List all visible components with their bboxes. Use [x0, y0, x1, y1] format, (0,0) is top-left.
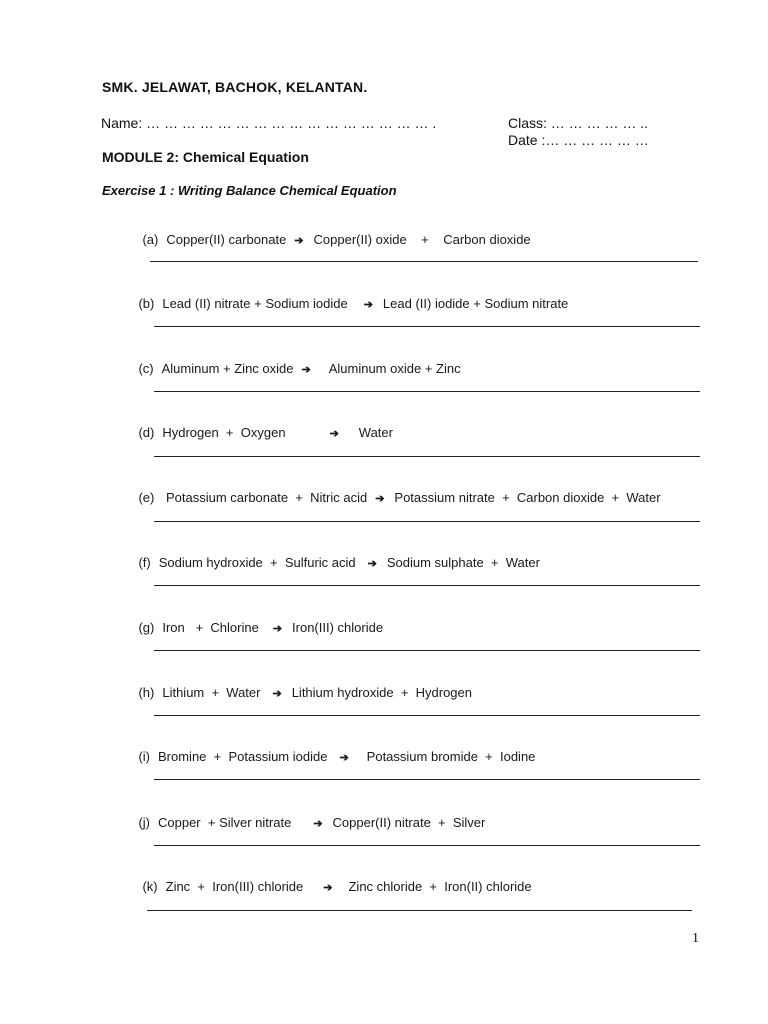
class-field: Class: … … … … … .. [508, 115, 649, 131]
question-reactants: Lead (II) nitrate + Sodium iodide [162, 296, 348, 311]
question-d [124, 410, 393, 455]
right-arrow-icon: ➔ [367, 558, 377, 570]
question-j [124, 800, 485, 845]
question-letter: (j) [138, 815, 150, 830]
question-i [124, 734, 535, 779]
question-g [124, 605, 383, 650]
name-field: Name: … … … … … … … … … … … … … … … … . [101, 115, 437, 131]
school-name: SMK. JELAWAT, BACHOK, KELANTAN. [102, 79, 368, 95]
answer-line[interactable] [150, 261, 698, 262]
question-reactants: Iron + Chlorine [162, 620, 259, 635]
question-reactants: Aluminum + Zinc oxide [161, 361, 294, 376]
question-a [128, 217, 531, 262]
question-reactants: Bromine + Potassium iodide [158, 749, 328, 764]
question-h [124, 670, 472, 715]
question-k [128, 864, 532, 909]
answer-line[interactable] [147, 910, 692, 911]
question-letter: (c) [138, 361, 154, 376]
date-field: Date :… … … … … … [508, 132, 649, 148]
answer-line[interactable] [154, 715, 700, 716]
question-letter: (d) [138, 425, 155, 440]
right-arrow-icon: ➔ [313, 818, 323, 830]
question-products: Potassium bromide + Iodine [366, 749, 536, 764]
question-letter: (k) [142, 879, 158, 894]
question-products: Copper(II) nitrate + Silver [332, 815, 486, 830]
question-products: Lithium hydroxide + Hydrogen [291, 685, 472, 700]
right-arrow-icon: ➔ [272, 623, 283, 635]
question-products: Water [358, 425, 393, 440]
question-products: Sodium sulphate + Water [386, 555, 540, 570]
question-reactants: Lithium + Water [162, 685, 261, 700]
question-letter: (g) [138, 620, 155, 635]
question-products: Iron(III) chloride [292, 620, 384, 635]
question-c [124, 346, 461, 391]
right-arrow-icon: ➔ [294, 235, 304, 247]
question-e [124, 475, 661, 520]
question-reactants: Copper(II) carbonate [166, 232, 287, 247]
question-letter: (b) [138, 296, 155, 311]
question-products: Copper(II) oxide + Carbon dioxide [313, 232, 531, 247]
question-reactants: Potassium carbonate + Nitric acid [162, 490, 368, 505]
question-letter: (e) [138, 490, 155, 505]
question-reactants: Sodium hydroxide + Sulfuric acid [158, 555, 356, 570]
right-arrow-icon: ➔ [272, 688, 282, 700]
answer-line[interactable] [154, 779, 700, 780]
question-products: Zinc chloride + Iron(II) chloride [348, 879, 532, 894]
right-arrow-icon: ➔ [329, 428, 339, 440]
right-arrow-icon: ➔ [375, 493, 385, 505]
right-arrow-icon: ➔ [323, 882, 333, 894]
question-letter: (i) [138, 749, 150, 764]
right-arrow-icon: ➔ [363, 299, 373, 311]
question-products: Aluminum oxide + Zinc [328, 361, 461, 376]
right-arrow-icon: ➔ [339, 752, 349, 764]
question-products: Potassium nitrate + Carbon dioxide + Water [394, 490, 661, 505]
answer-line[interactable] [154, 456, 700, 457]
answer-line[interactable] [154, 391, 700, 392]
answer-line[interactable] [154, 521, 700, 522]
question-letter: (f) [138, 555, 151, 570]
answer-line[interactable] [154, 326, 700, 327]
question-letter: (h) [138, 685, 155, 700]
question-f [124, 540, 540, 585]
question-letter: (a) [142, 232, 159, 247]
question-products: Lead (II) iodide + Sodium nitrate [382, 296, 569, 311]
question-reactants: Hydrogen + Oxygen [162, 425, 286, 440]
question-reactants: Copper + Silver nitrate [158, 815, 292, 830]
question-reactants: Zinc + Iron(III) chloride [165, 879, 304, 894]
exercise-title: Exercise 1 : Writing Balance Chemical Equation [102, 183, 397, 198]
page-number: 1 [692, 931, 699, 946]
right-arrow-icon: ➔ [301, 364, 311, 376]
answer-line[interactable] [154, 585, 700, 586]
answer-line[interactable] [154, 845, 700, 846]
module-title: MODULE 2: Chemical Equation [102, 149, 309, 165]
answer-line[interactable] [154, 650, 700, 651]
question-b [124, 281, 568, 326]
